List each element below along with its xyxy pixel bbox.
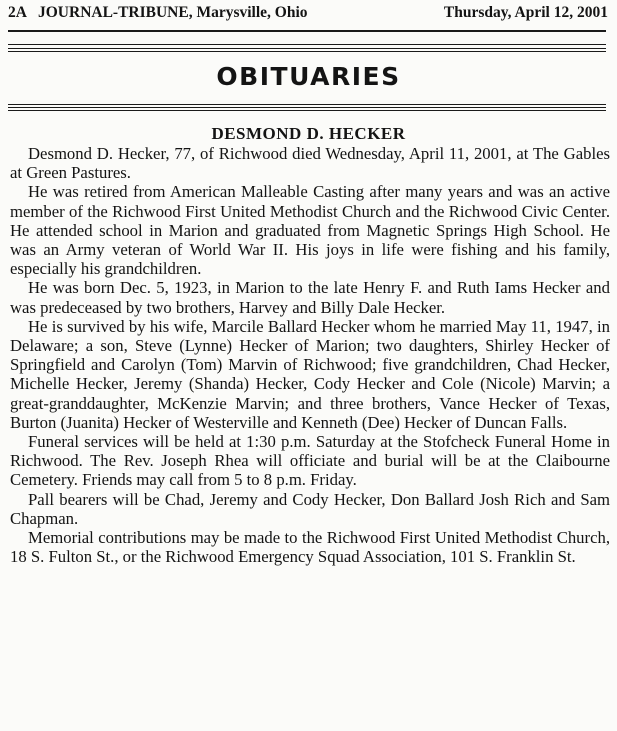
obituary-body	[10, 144, 610, 566]
divider-rule	[8, 48, 606, 49]
obituary-paragraph: Desmond D. Hecker, 77, of Richwood died Wednesday, April 11, 2001, at The Gables at Green Pastures.	[10, 144, 610, 183]
obituary-paragraph: Memorial contributions may be made to the Richwood First United Methodist Church, 18 S. Fulton St., or the Richwood Emergency Squad Association, 101 S. Franklin St.	[10, 528, 610, 567]
publication-name: JOURNAL-TRIBUNE, Marysville, Ohio	[38, 4, 308, 21]
section-title: OBITUARIES	[216, 62, 401, 91]
publication-date: Thursday, April 12, 2001	[443, 4, 608, 21]
obituary-paragraph: Funeral services will be held at 1:30 p.m. Saturday at the Stofcheck Funeral Home in Richwood. The Rev. Joseph Rhea will officiate and burial will be at the Claibourne Cemetery. Friends may call from 5 to 8 p.m. Friday.	[10, 432, 610, 490]
obituary-paragraph: He was born Dec. 5, 1923, in Marion to the late Henry F. and Ruth Iams Hecker and was predeceased by two brothers, Harvey and Billy Dale Hecker.	[10, 278, 610, 317]
page-number: 2A	[8, 4, 27, 21]
obituary-paragraph: Pall bearers will be Chad, Jeremy and Cody Hecker, Don Ballard Josh Rich and Sam Chapman.	[10, 489, 610, 528]
obituary-name: DESMOND D. HECKER	[211, 124, 406, 143]
divider-rule	[8, 51, 606, 52]
obituary-paragraph: He is survived by his wife, Marcile Ballard Hecker whom he married May 11, 1947, in Delaware; a son, Steve (Lynne) Hecker of Marion; two daughters, Shirley Hecker of Springfield and Carolyn (Tom) Marvin of Richwood; five grandchildren, Chad Hecker, Michelle Hecker, Jeremy (Shanda) Hecker, Cody Hecker and Cole (Nicole) Marvin; a great-granddaughter, McKenzie Marvin; and three brothers, Vance Hecker of Texas, Burton (Juanita) Hecker of Westerville and Kenneth (Dee) Hecker of Duncan Falls.	[10, 316, 610, 432]
page-header	[8, 4, 608, 26]
divider-rule	[8, 104, 606, 105]
divider-rule	[8, 110, 606, 111]
header-rule	[8, 30, 606, 32]
obituary-paragraph: He was retired from American Malleable Casting after many years and was an active member of the Richwood First United Methodist Church and the Richwood Civic Center. He attended school in Marion and graduated from Magnetic Springs High School. He was an Army veteran of World War II. His joys in life were fishing and his family, especially his grandchildren.	[10, 182, 610, 279]
divider-rule	[8, 107, 606, 108]
header-left	[8, 4, 308, 22]
divider-rule	[8, 44, 606, 45]
